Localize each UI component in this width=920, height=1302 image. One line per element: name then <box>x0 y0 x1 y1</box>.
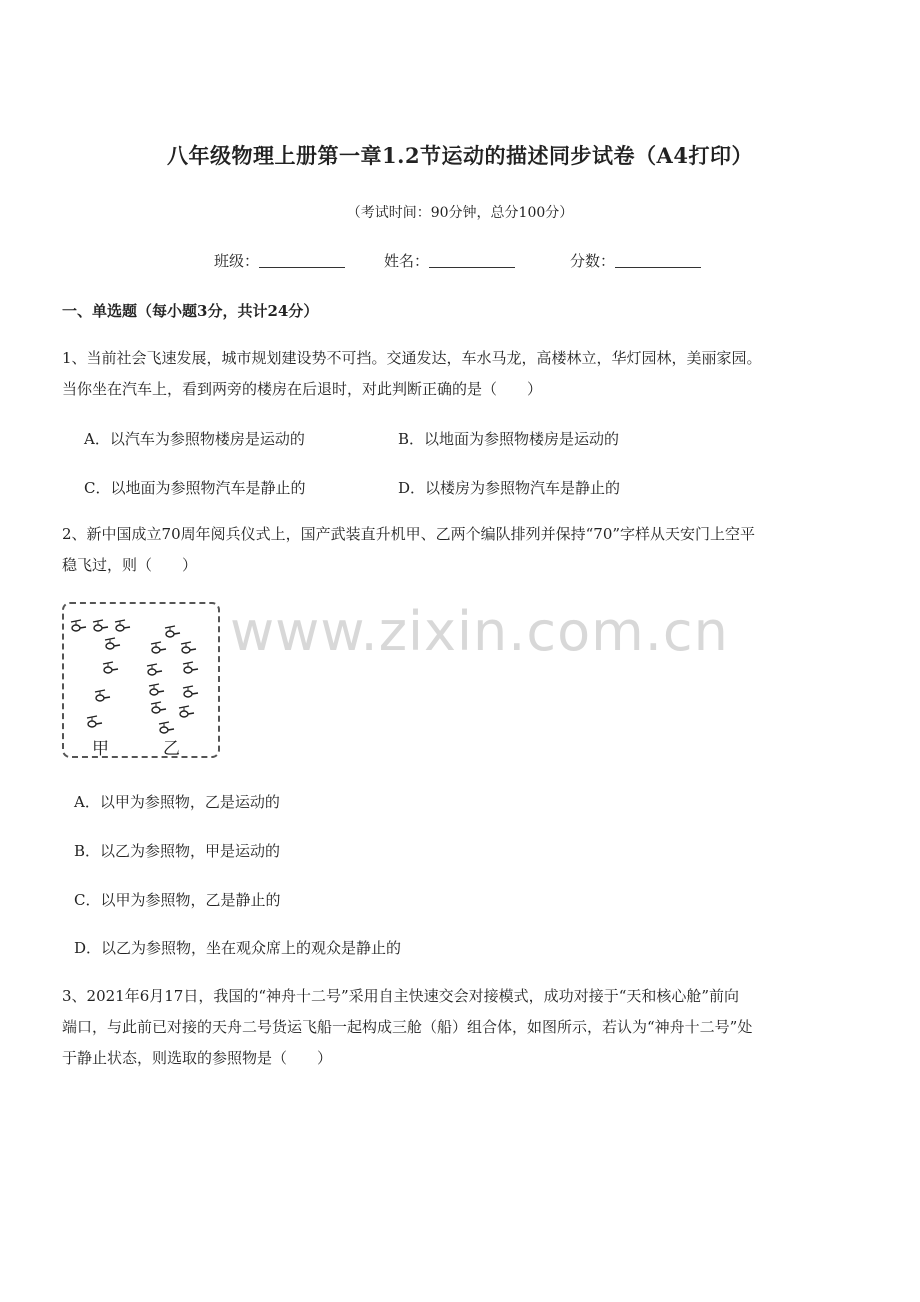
helicopter-icon <box>183 686 198 697</box>
helicopter-icon <box>151 702 166 713</box>
helicopter-icon <box>93 620 108 631</box>
helicopter-icon <box>183 662 198 673</box>
question-1-option-d: D．以楼房为参照物汽车是静止的 <box>398 479 621 497</box>
helicopter-icon <box>151 642 166 653</box>
question-2-option-a: A．以甲为参照物，乙是运动的 <box>74 793 280 811</box>
question-2-option-b: B．以乙为参照物，甲是运动的 <box>74 842 281 860</box>
formation-label-jia: 甲 <box>92 739 109 759</box>
helicopter-icon <box>95 690 110 701</box>
class-field <box>214 250 345 271</box>
section-title: 一、单选题（每小题3分，共计24分） <box>62 302 319 320</box>
question-1-option-a: A．以汽车为参照物楼房是运动的 <box>84 430 305 448</box>
exam-duration-note: （考试时间：90分钟，总分100分） <box>346 205 574 221</box>
question-2-stem <box>62 519 862 581</box>
helicopter-icon <box>105 638 120 649</box>
question-3-stem <box>62 981 862 1074</box>
question-1-option-b: B．以地面为参照物楼房是运动的 <box>398 430 620 448</box>
question-2-line-1: 2、新中国成立70周年阅兵仪式上，国产武装直升机甲、乙两个编队排列并保持“70”字样从天安门上空平 <box>62 525 756 543</box>
score-label: 分数： <box>570 252 616 270</box>
class-blank <box>259 253 345 268</box>
site-watermark: www.zixin.com.cn <box>230 600 729 663</box>
name-label: 姓名： <box>384 252 430 270</box>
name-blank <box>429 253 515 268</box>
question-1-stem <box>62 343 862 405</box>
class-label: 班级： <box>214 252 260 270</box>
helicopter-formation-figure <box>62 602 220 758</box>
helicopter-icon <box>159 722 174 733</box>
helicopter-icon <box>147 664 162 675</box>
question-3-line-2: 端口，与此前已对接的天舟二号货运飞船一起构成三舱（船）组合体，如图所示，若认为“神舟十二号”处 <box>62 1018 753 1036</box>
helicopter-icon <box>103 662 118 673</box>
formation-label-yi: 乙 <box>163 739 180 759</box>
helicopter-icon <box>179 706 194 717</box>
question-1-option-c: C．以地面为参照物汽车是静止的 <box>84 479 306 497</box>
question-2-option-d: D．以乙为参照物，坐在观众席上的观众是静止的 <box>74 939 402 957</box>
question-2-line-2: 稳飞过，则（ ） <box>62 556 198 574</box>
name-field <box>384 250 515 271</box>
helicopter-icon <box>181 642 196 653</box>
helicopter-icon <box>87 716 102 727</box>
helicopter-formation-drawing <box>64 604 218 756</box>
helicopter-icon <box>149 684 164 695</box>
page-title: 八年级物理上册第一章1.2节运动的描述同步试卷（A4打印） <box>167 143 753 168</box>
question-3-line-3: 于静止状态，则选取的参照物是（ ） <box>62 1049 333 1067</box>
question-2-option-c: C．以甲为参照物，乙是静止的 <box>74 891 281 909</box>
score-field <box>570 250 701 271</box>
question-1-line-1: 1、当前社会飞速发展，城市规划建设势不可挡。交通发达，车水马龙，高楼林立，华灯园林，美丽家园。 <box>62 349 762 367</box>
helicopter-icon <box>71 620 86 631</box>
helicopter-icon <box>115 620 130 631</box>
question-3-line-1: 3、2021年6月17日，我国的“神舟十二号”采用自主快速交会对接模式，成功对接于“天和核心舱”前向 <box>62 987 740 1005</box>
score-blank <box>615 253 701 268</box>
question-1-line-2: 当你坐在汽车上，看到两旁的楼房在后退时，对此判断正确的是（ ） <box>62 380 543 398</box>
helicopter-icon <box>165 626 180 637</box>
